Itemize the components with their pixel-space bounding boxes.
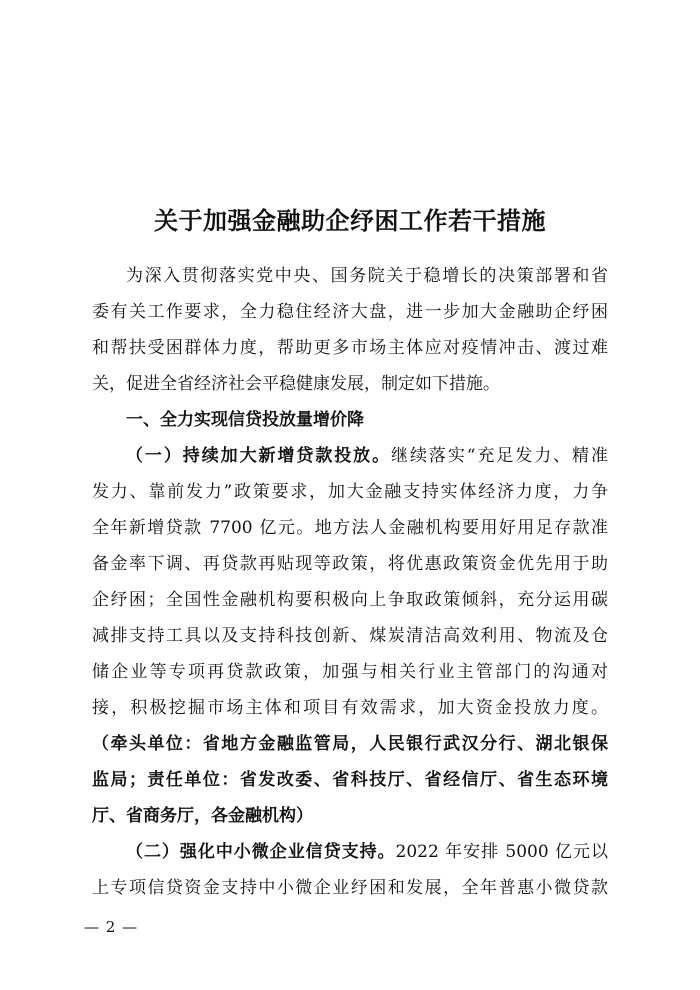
responsible-units-line: （牵头单位：省地方金融监管局，人民银行武汉分行、湖北银保: [92, 734, 608, 754]
paragraph-line: 为深入贯彻落实党中央、国务院关于稳增长的决策部署和省: [126, 266, 608, 286]
paragraph-line: 企纾困；全国性金融机构要积极向上争取政策倾斜，充分运用碳: [92, 590, 608, 610]
paragraph-line: 发力、靠前发力”政策要求，加大金融支持实体经济力度，力争: [92, 482, 608, 502]
responsible-units-line: 监局；责任单位：省发改委、省科技厅、省经信厅、省生态环境: [92, 770, 608, 790]
paragraph-line: 储企业等专项再贷款政策，加强与相关行业主管部门的沟通对: [92, 662, 608, 682]
item-first-line: [92, 834, 608, 870]
item-text: 继续落实“充足发力、精准: [391, 446, 608, 466]
paragraph-line: 委有关工作要求，全力稳住经济大盘，进一步加大金融助企纾困: [92, 302, 608, 322]
paragraph-line: 接，积极挖掘市场主体和项目有效需求，加大资金投放力度。: [92, 698, 608, 718]
paragraph-line: 减排支持工具以及支持科技创新、煤炭清洁高效利用、物流及仓: [92, 626, 608, 646]
item-lead: （二）强化中小微企业信贷支持。: [126, 842, 396, 862]
document-body: [92, 258, 608, 906]
item-lead: （一）持续加大新增贷款投放。: [126, 446, 392, 466]
document-title: 关于加强金融助企纾困工作若干措施: [154, 206, 546, 235]
page-number: — 2 —: [84, 918, 139, 936]
paragraph-line: 关，促进全省经济社会平稳健康发展，制定如下措施。: [92, 374, 500, 394]
item-text: 2022 年安排 5000 亿元以: [395, 842, 608, 862]
section-heading: 一、全力实现信贷投放量增价降: [126, 410, 364, 430]
paragraph-line: 上专项信贷资金支持中小微企业纾困和发展，全年普惠小微贷款: [92, 878, 608, 898]
item-first-line: [92, 438, 608, 474]
paragraph-line: 备金率下调、再贷款再贴现等政策，将优惠政策资金优先用于助: [92, 554, 608, 574]
paragraph-line: 全年新增贷款 7700 亿元。地方法人金融机构要用好用足存款准: [92, 518, 608, 538]
paragraph-line: 和帮扶受困群体力度，帮助更多市场主体应对疫情冲击、渡过难: [92, 338, 608, 358]
responsible-units-line: 厅、省商务厅，各金融机构）: [92, 806, 313, 826]
